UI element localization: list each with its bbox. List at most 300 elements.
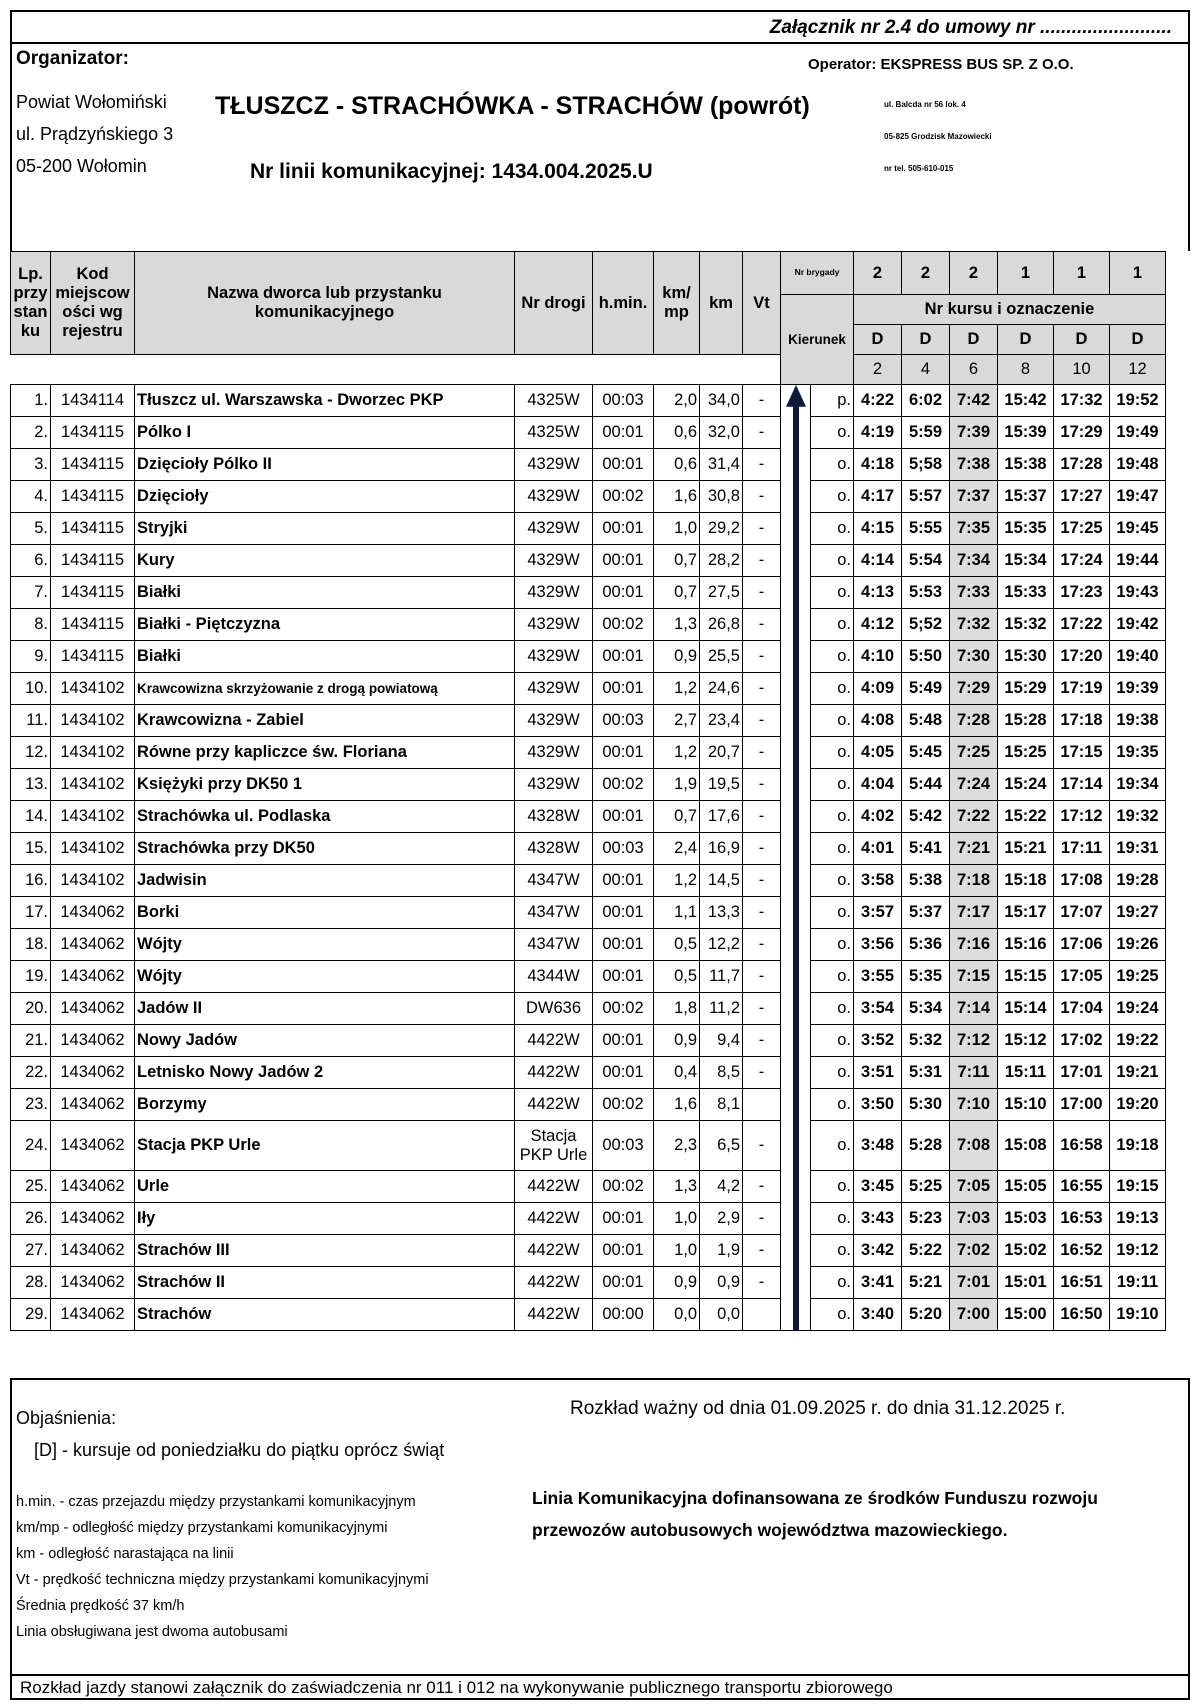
row-lp: 23. — [11, 1089, 51, 1121]
departure-time: 3:58 — [854, 865, 902, 897]
departure-time: 15:11 — [998, 1057, 1054, 1089]
departure-time: 4:08 — [854, 705, 902, 737]
row-hmin: 00:01 — [593, 449, 654, 481]
note-buses: Linia obsługiwana jest dwoma autobusami — [16, 1624, 288, 1640]
row-direction: o. — [811, 737, 854, 769]
departure-time: 5:49 — [902, 673, 950, 705]
departure-time: 7:25 — [950, 737, 998, 769]
row-vt: - — [743, 1267, 781, 1299]
row-vt: - — [743, 737, 781, 769]
row-code: 1434114 — [51, 385, 135, 417]
course-number: 8 — [998, 355, 1054, 385]
brigade-number: 2 — [854, 252, 902, 295]
departure-time: 4:18 — [854, 449, 902, 481]
row-stop-name: Dzięcioły Pólko II — [135, 449, 515, 481]
departure-time: 3:52 — [854, 1025, 902, 1057]
departure-time: 4:02 — [854, 801, 902, 833]
row-direction: p. — [811, 385, 854, 417]
operator-phone: nr tel. 505-610-015 — [884, 164, 954, 173]
departure-time: 17:15 — [1054, 737, 1110, 769]
departure-time: 17:01 — [1054, 1057, 1110, 1089]
row-km: 28,2 — [700, 545, 743, 577]
departure-time: 17:24 — [1054, 545, 1110, 577]
departure-time: 4:19 — [854, 417, 902, 449]
departure-time: 4:04 — [854, 769, 902, 801]
departure-time: 17:32 — [1054, 385, 1110, 417]
row-code: 1434102 — [51, 673, 135, 705]
row-km: 4,2 — [700, 1171, 743, 1203]
brigade-number: 2 — [902, 252, 950, 295]
departure-time: 7:38 — [950, 449, 998, 481]
departure-time: 5:32 — [902, 1025, 950, 1057]
course-mark: D — [902, 325, 950, 355]
row-lp: 16. — [11, 865, 51, 897]
row-direction: o. — [811, 513, 854, 545]
row-code: 1434115 — [51, 449, 135, 481]
row-direction: o. — [811, 609, 854, 641]
row-stop-name: Tłuszcz ul. Warszawska - Dworzec PKP — [135, 385, 515, 417]
row-km: 6,5 — [700, 1121, 743, 1171]
departure-time: 5:59 — [902, 417, 950, 449]
row-road: 4325W — [515, 417, 593, 449]
legend-d: [D] - kursuje od poniedziałku do piątku oprócz świąt — [34, 1440, 445, 1460]
departure-time: 15:29 — [998, 673, 1054, 705]
departure-time: 17:11 — [1054, 833, 1110, 865]
row-direction: o. — [811, 1171, 854, 1203]
departure-time: 17:08 — [1054, 865, 1110, 897]
table-row — [11, 833, 1166, 865]
funding-line-1: Linia Komunikacyjna dofinansowana ze środków Funduszu rozwoju — [532, 1488, 1098, 1508]
row-vt: - — [743, 705, 781, 737]
row-road: 4422W — [515, 1203, 593, 1235]
row-kmmp: 1,2 — [654, 865, 700, 897]
row-stop-name: Strachów — [135, 1299, 515, 1331]
row-vt: - — [743, 865, 781, 897]
departure-time: 15:37 — [998, 481, 1054, 513]
row-code: 1434062 — [51, 1203, 135, 1235]
row-code: 1434102 — [51, 833, 135, 865]
departure-time: 5:55 — [902, 513, 950, 545]
row-km: 1,9 — [700, 1235, 743, 1267]
row-direction: o. — [811, 1057, 854, 1089]
row-direction: o. — [811, 865, 854, 897]
row-km: 30,8 — [700, 481, 743, 513]
table-row — [11, 705, 1166, 737]
departure-time: 7:17 — [950, 897, 998, 929]
timetable-page — [10, 10, 1190, 1700]
row-stop-name: Borzymy — [135, 1089, 515, 1121]
row-lp: 9. — [11, 641, 51, 673]
row-road: 4422W — [515, 1025, 593, 1057]
table-row — [11, 1121, 1166, 1171]
note-kmmp: km/mp - odległość między przystankami komunikacyjnymi — [16, 1520, 388, 1536]
row-hmin: 00:02 — [593, 1171, 654, 1203]
row-kmmp: 0,0 — [654, 1299, 700, 1331]
route-title: TŁUSZCZ - STRACHÓWKA - STRACHÓW (powrót) — [215, 92, 810, 120]
brigade-number: 1 — [1110, 252, 1166, 295]
departure-time: 19:34 — [1110, 769, 1166, 801]
table-row — [11, 1171, 1166, 1203]
row-code: 1434102 — [51, 737, 135, 769]
note-km: km - odległość narastająca na linii — [16, 1546, 234, 1562]
departure-time: 17:25 — [1054, 513, 1110, 545]
header-km: km — [700, 252, 743, 355]
departure-time: 4:15 — [854, 513, 902, 545]
row-code: 1434115 — [51, 609, 135, 641]
table-row — [11, 513, 1166, 545]
row-lp: 2. — [11, 417, 51, 449]
header-course: Nr kursu i oznaczenie — [854, 295, 1166, 325]
departure-time: 5:54 — [902, 545, 950, 577]
row-kmmp: 1,0 — [654, 1203, 700, 1235]
row-direction: o. — [811, 481, 854, 513]
row-kmmp: 0,9 — [654, 641, 700, 673]
departure-time: 19:25 — [1110, 961, 1166, 993]
row-stop-name: Strachówka przy DK50 — [135, 833, 515, 865]
row-road: 4329W — [515, 609, 593, 641]
departure-time: 7:37 — [950, 481, 998, 513]
departure-time: 15:39 — [998, 417, 1054, 449]
row-code: 1434062 — [51, 1057, 135, 1089]
row-code: 1434062 — [51, 1299, 135, 1331]
organizer-street: ul. Prądzyńskiego 3 — [16, 124, 174, 144]
row-hmin: 00:01 — [593, 801, 654, 833]
departure-time: 17:07 — [1054, 897, 1110, 929]
departure-time: 4:12 — [854, 609, 902, 641]
departure-time: 17:20 — [1054, 641, 1110, 673]
departure-time: 15:28 — [998, 705, 1054, 737]
table-row — [11, 1025, 1166, 1057]
timetable — [10, 251, 1166, 1331]
row-lp: 25. — [11, 1171, 51, 1203]
row-km: 0,0 — [700, 1299, 743, 1331]
departure-time: 5:34 — [902, 993, 950, 1025]
row-lp: 22. — [11, 1057, 51, 1089]
table-row — [11, 481, 1166, 513]
departure-time: 3:54 — [854, 993, 902, 1025]
departure-time: 16:58 — [1054, 1121, 1110, 1171]
departure-time: 15:24 — [998, 769, 1054, 801]
table-row — [11, 417, 1166, 449]
header-vt: Vt — [743, 252, 781, 355]
course-number: 4 — [902, 355, 950, 385]
table-row — [11, 673, 1166, 705]
row-hmin: 00:01 — [593, 545, 654, 577]
row-stop-name: Stryjki — [135, 513, 515, 545]
row-direction: o. — [811, 449, 854, 481]
row-code: 1434115 — [51, 513, 135, 545]
departure-time: 15:10 — [998, 1089, 1054, 1121]
note-speed: Średnia prędkość 37 km/h — [16, 1598, 185, 1614]
row-kmmp: 1,0 — [654, 513, 700, 545]
row-lp: 24. — [11, 1121, 51, 1171]
row-direction: o. — [811, 993, 854, 1025]
row-hmin: 00:01 — [593, 1267, 654, 1299]
departure-time: 19:24 — [1110, 993, 1166, 1025]
brigade-number: 1 — [998, 252, 1054, 295]
row-vt: - — [743, 449, 781, 481]
row-hmin: 00:02 — [593, 1089, 654, 1121]
row-direction: o. — [811, 961, 854, 993]
row-stop-name: Białki — [135, 577, 515, 609]
timetable-body — [11, 385, 1166, 1331]
row-road: 4329W — [515, 737, 593, 769]
header-kmmp: km/ mp — [654, 252, 700, 355]
departure-time: 15:42 — [998, 385, 1054, 417]
row-kmmp: 0,7 — [654, 577, 700, 609]
departure-time: 19:43 — [1110, 577, 1166, 609]
row-road: 4329W — [515, 449, 593, 481]
departure-time: 15:34 — [998, 545, 1054, 577]
row-code: 1434062 — [51, 897, 135, 929]
row-road: 4328W — [515, 801, 593, 833]
departure-time: 6:02 — [902, 385, 950, 417]
direction-arrow-cell — [781, 385, 811, 1331]
bottom-text: Rozkład jazdy stanowi załącznik do zaświadczenia nr 011 i 012 na wykonywanie publicznego transportu zbiorowego — [20, 1678, 893, 1697]
row-direction: o. — [811, 929, 854, 961]
table-row — [11, 897, 1166, 929]
row-code: 1434062 — [51, 993, 135, 1025]
departure-time: 7:18 — [950, 865, 998, 897]
row-vt — [743, 1299, 781, 1331]
departure-time: 19:10 — [1110, 1299, 1166, 1331]
departure-time: 7:39 — [950, 417, 998, 449]
row-hmin: 00:03 — [593, 385, 654, 417]
row-road: 4329W — [515, 545, 593, 577]
organizer-city: 05-200 Wołomin — [16, 156, 147, 176]
course-mark: D — [1110, 325, 1166, 355]
departure-time: 7:42 — [950, 385, 998, 417]
departure-time: 5:20 — [902, 1299, 950, 1331]
table-row — [11, 1057, 1166, 1089]
departure-time: 3:41 — [854, 1267, 902, 1299]
departure-time: 19:49 — [1110, 417, 1166, 449]
table-row — [11, 865, 1166, 897]
row-code: 1434062 — [51, 1089, 135, 1121]
row-vt: - — [743, 417, 781, 449]
row-hmin: 00:01 — [593, 1057, 654, 1089]
table-row — [11, 449, 1166, 481]
table-row — [11, 993, 1166, 1025]
row-vt: - — [743, 1025, 781, 1057]
departure-time: 7:02 — [950, 1235, 998, 1267]
row-lp: 20. — [11, 993, 51, 1025]
row-hmin: 00:02 — [593, 769, 654, 801]
row-km: 13,3 — [700, 897, 743, 929]
row-road: 4422W — [515, 1057, 593, 1089]
departure-time: 19:52 — [1110, 385, 1166, 417]
row-vt: - — [743, 513, 781, 545]
funding-line-2: przewozów autobusowych województwa mazowieckiego. — [532, 1520, 1008, 1540]
row-road: 4422W — [515, 1299, 593, 1331]
operator-city: 05-825 Grodzisk Mazowiecki — [884, 132, 992, 141]
row-lp: 1. — [11, 385, 51, 417]
departure-time: 17:00 — [1054, 1089, 1110, 1121]
row-direction: o. — [811, 1267, 854, 1299]
departure-time: 7:29 — [950, 673, 998, 705]
departure-time: 5:23 — [902, 1203, 950, 1235]
brigade-number: 2 — [950, 252, 998, 295]
row-kmmp: 0,6 — [654, 449, 700, 481]
row-lp: 3. — [11, 449, 51, 481]
departure-time: 19:38 — [1110, 705, 1166, 737]
note-vt: Vt - prędkość techniczna między przystankami komunikacyjnymi — [16, 1572, 429, 1588]
row-km: 31,4 — [700, 449, 743, 481]
row-vt — [743, 1089, 781, 1121]
row-km: 12,2 — [700, 929, 743, 961]
row-stop-name: Strachów III — [135, 1235, 515, 1267]
row-vt: - — [743, 769, 781, 801]
departure-time: 5:30 — [902, 1089, 950, 1121]
row-hmin: 00:02 — [593, 481, 654, 513]
row-km: 19,5 — [700, 769, 743, 801]
departure-time: 5:28 — [902, 1121, 950, 1171]
row-road: 4329W — [515, 769, 593, 801]
table-row — [11, 385, 1166, 417]
departure-time: 19:48 — [1110, 449, 1166, 481]
departure-time: 15:22 — [998, 801, 1054, 833]
row-lp: 6. — [11, 545, 51, 577]
departure-time: 5:50 — [902, 641, 950, 673]
row-vt: - — [743, 385, 781, 417]
row-hmin: 00:01 — [593, 641, 654, 673]
course-mark: D — [998, 325, 1054, 355]
departure-time: 17:02 — [1054, 1025, 1110, 1057]
row-direction: o. — [811, 1203, 854, 1235]
row-road: Stacja PKP Urle — [515, 1121, 593, 1171]
departure-time: 4:05 — [854, 737, 902, 769]
departure-time: 15:33 — [998, 577, 1054, 609]
table-row — [11, 801, 1166, 833]
table-row — [11, 1203, 1166, 1235]
row-lp: 29. — [11, 1299, 51, 1331]
departure-time: 3:45 — [854, 1171, 902, 1203]
departure-time: 19:13 — [1110, 1203, 1166, 1235]
row-road: DW636 — [515, 993, 593, 1025]
departure-time: 19:18 — [1110, 1121, 1166, 1171]
row-road: 4422W — [515, 1267, 593, 1299]
row-lp: 12. — [11, 737, 51, 769]
row-road: 4329W — [515, 673, 593, 705]
row-hmin: 00:01 — [593, 865, 654, 897]
header-code: Kod miejscow ości wg rejestru — [51, 252, 135, 355]
row-stop-name: Krawcowizna - Zabiel — [135, 705, 515, 737]
row-direction: o. — [811, 545, 854, 577]
row-road: 4344W — [515, 961, 593, 993]
row-kmmp: 0,9 — [654, 1025, 700, 1057]
row-hmin: 00:01 — [593, 897, 654, 929]
departure-time: 5:53 — [902, 577, 950, 609]
table-row — [11, 545, 1166, 577]
departure-time: 5;52 — [902, 609, 950, 641]
row-km: 34,0 — [700, 385, 743, 417]
row-km: 26,8 — [700, 609, 743, 641]
row-stop-name: Białki - Piętczyzna — [135, 609, 515, 641]
row-kmmp: 1,3 — [654, 1171, 700, 1203]
departure-time: 15:08 — [998, 1121, 1054, 1171]
row-kmmp: 1,8 — [654, 993, 700, 1025]
departure-time: 7:33 — [950, 577, 998, 609]
row-kmmp: 1,2 — [654, 737, 700, 769]
table-row — [11, 1299, 1166, 1331]
row-code: 1434062 — [51, 1267, 135, 1299]
departure-time: 15:00 — [998, 1299, 1054, 1331]
departure-time: 15:30 — [998, 641, 1054, 673]
row-stop-name: Jadwisin — [135, 865, 515, 897]
course-number: 12 — [1110, 355, 1166, 385]
departure-time: 19:35 — [1110, 737, 1166, 769]
table-row — [11, 641, 1166, 673]
row-vt: - — [743, 897, 781, 929]
row-hmin: 00:02 — [593, 993, 654, 1025]
row-hmin: 00:01 — [593, 1235, 654, 1267]
row-hmin: 00:03 — [593, 705, 654, 737]
row-km: 17,6 — [700, 801, 743, 833]
departure-time: 7:28 — [950, 705, 998, 737]
table-row — [11, 1235, 1166, 1267]
departure-time: 15:15 — [998, 961, 1054, 993]
departure-time: 5:38 — [902, 865, 950, 897]
departure-time: 7:21 — [950, 833, 998, 865]
row-lp: 21. — [11, 1025, 51, 1057]
row-km: 32,0 — [700, 417, 743, 449]
row-stop-name: Kury — [135, 545, 515, 577]
row-code: 1434062 — [51, 1235, 135, 1267]
timetable-header — [11, 252, 1166, 385]
row-stop-name: Letnisko Nowy Jadów 2 — [135, 1057, 515, 1089]
departure-time: 4:13 — [854, 577, 902, 609]
row-km: 11,7 — [700, 961, 743, 993]
row-code: 1434062 — [51, 929, 135, 961]
row-vt: - — [743, 1121, 781, 1171]
row-road: 4329W — [515, 577, 593, 609]
row-km: 9,4 — [700, 1025, 743, 1057]
row-kmmp: 1,0 — [654, 1235, 700, 1267]
departure-time: 16:50 — [1054, 1299, 1110, 1331]
row-vt: - — [743, 609, 781, 641]
departure-time: 5:41 — [902, 833, 950, 865]
row-code: 1434102 — [51, 769, 135, 801]
row-kmmp: 2,0 — [654, 385, 700, 417]
row-direction: o. — [811, 1089, 854, 1121]
row-kmmp: 1,2 — [654, 673, 700, 705]
table-row — [11, 609, 1166, 641]
row-direction: o. — [811, 801, 854, 833]
annex-bar — [10, 10, 1190, 44]
row-hmin: 00:01 — [593, 513, 654, 545]
row-kmmp: 0,5 — [654, 961, 700, 993]
departure-time: 5:44 — [902, 769, 950, 801]
departure-time: 19:32 — [1110, 801, 1166, 833]
row-stop-name: Borki — [135, 897, 515, 929]
departure-time: 19:45 — [1110, 513, 1166, 545]
departure-time: 5:22 — [902, 1235, 950, 1267]
row-hmin: 00:01 — [593, 577, 654, 609]
departure-time: 5:21 — [902, 1267, 950, 1299]
departure-time: 19:11 — [1110, 1267, 1166, 1299]
departure-time: 5;58 — [902, 449, 950, 481]
departure-time: 7:35 — [950, 513, 998, 545]
departure-time: 16:53 — [1054, 1203, 1110, 1235]
row-lp: 26. — [11, 1203, 51, 1235]
departure-time: 3:57 — [854, 897, 902, 929]
departure-time: 15:18 — [998, 865, 1054, 897]
row-kmmp: 0,9 — [654, 1267, 700, 1299]
row-code: 1434115 — [51, 641, 135, 673]
departure-time: 17:06 — [1054, 929, 1110, 961]
departure-time: 7:01 — [950, 1267, 998, 1299]
departure-time: 3:40 — [854, 1299, 902, 1331]
